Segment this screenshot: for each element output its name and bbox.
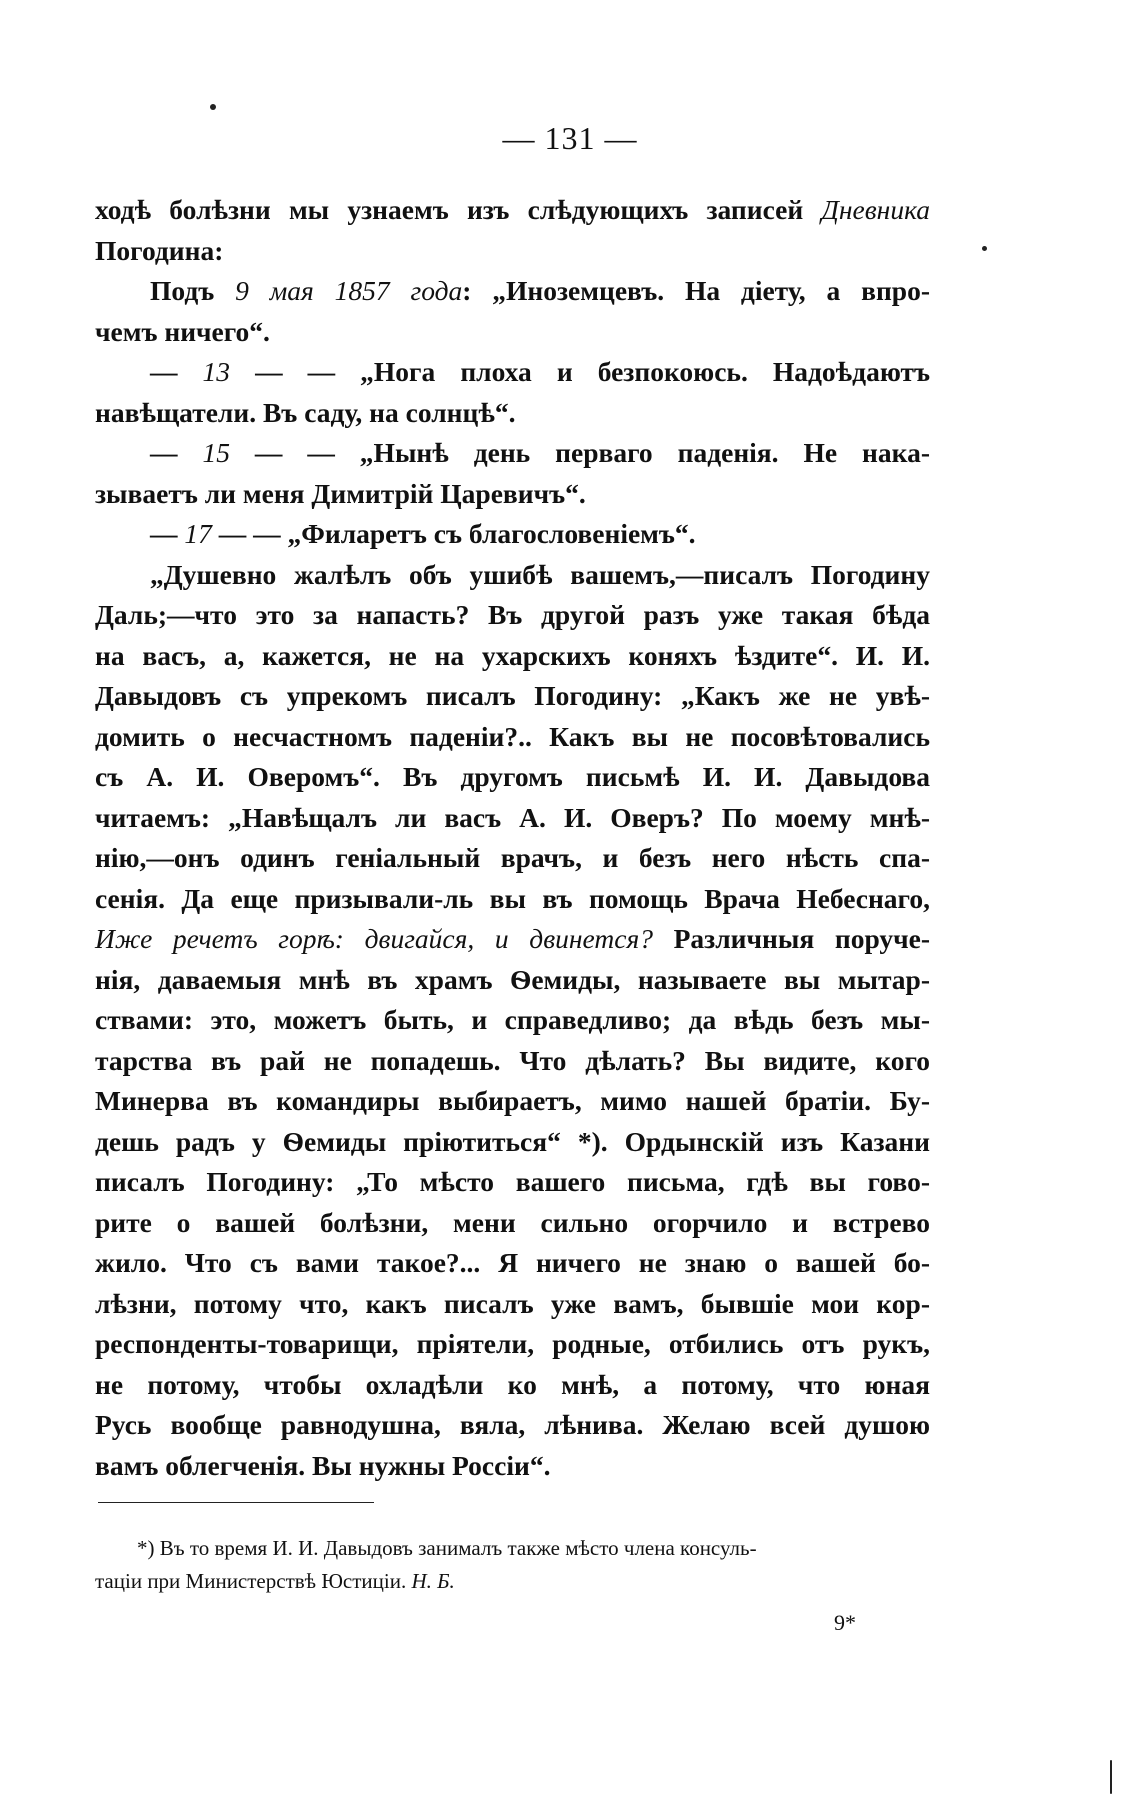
text-line bbox=[95, 271, 930, 312]
text-line: респонденты-товарищи, пріятели, родные, отбились отъ рукъ, bbox=[95, 1328, 930, 1359]
text-line: жило. Что съ вами такое?... Я ничего не знаю о вашей бо- bbox=[95, 1247, 930, 1278]
footnote bbox=[95, 1532, 930, 1598]
text-line: зываетъ ли меня Димитрій Царевичъ“. bbox=[95, 477, 586, 509]
text-line: сенія. Да еще призывали-ль вы въ помощь Врача Небеснаго, bbox=[95, 882, 930, 914]
text-run: — bbox=[150, 518, 185, 549]
footnote-line bbox=[95, 1565, 930, 1598]
page-number: — 131 — bbox=[502, 120, 638, 156]
text-run: Подъ bbox=[150, 275, 236, 306]
ink-speck bbox=[1110, 1760, 1112, 1794]
italic-run: 15 bbox=[202, 437, 230, 468]
text-line: читаемъ: „Навѣщалъ ли васъ А. И. Оверъ? По моему мнѣ- bbox=[95, 801, 930, 833]
text-run: таціи при Министерствѣ Юстиціи. bbox=[95, 1569, 412, 1593]
text-run: — — „Нога плоха и безпокоюсь. Надоѣдаютъ bbox=[230, 356, 931, 387]
text-line: Давыдовъ съ упрекомъ писалъ Погодину: „Какъ же не увѣ- bbox=[95, 680, 930, 711]
text-line: ствами: это, можетъ быть, и справедливо; да вѣдь безъ мы- bbox=[95, 1004, 930, 1035]
text-line bbox=[95, 433, 930, 474]
text-run: — — „Филаретъ съ благословеніемъ“. bbox=[211, 518, 696, 549]
footnote-divider bbox=[98, 1502, 374, 1503]
text-line: Русь вообще равнодушна, вяла, лѣнива. Желаю всей душою bbox=[95, 1409, 930, 1440]
text-line: вамъ облегченія. Вы нужны Россіи“. bbox=[95, 1449, 551, 1481]
text-run: — bbox=[150, 356, 203, 387]
text-run: : „Иноземцевъ. На діету, а впро- bbox=[462, 275, 931, 306]
text-line: писалъ Погодину: „То мѣсто вашего письма, гдѣ вы гово- bbox=[95, 1166, 930, 1197]
italic-run: 13 bbox=[202, 356, 231, 387]
text-line bbox=[95, 190, 930, 231]
text-line: чемъ ничего“. bbox=[95, 315, 270, 347]
text-line: нія, даваемыя мнѣ въ храмъ Ѳемиды, называете вы мытар- bbox=[95, 963, 930, 995]
text-run: ходѣ болѣзни мы узнаемъ изъ слѣдующихъ записей bbox=[95, 194, 822, 225]
ink-speck bbox=[982, 246, 987, 251]
italic-run: Дневника bbox=[821, 194, 930, 225]
text-line: домить о несчастномъ паденіи?.. Какъ вы не посовѣтовались bbox=[95, 720, 930, 752]
italic-run: 9 мая 1857 года bbox=[235, 275, 463, 306]
text-line: навѣщатели. Въ саду, на солнцѣ“. bbox=[95, 396, 516, 428]
text-line: рите о вашей болѣзни, мени сильно огорчило и встрево bbox=[95, 1206, 930, 1238]
text-line: дешь радъ у Ѳемиды пріютиться“ *). Ордынскій изъ Казани bbox=[95, 1125, 930, 1157]
text-line: не потому, чтобы охладѣли ко мнѣ, а потому, что юная bbox=[95, 1368, 930, 1400]
text-line bbox=[95, 514, 930, 555]
text-line bbox=[95, 919, 930, 960]
italic-run: 17 bbox=[184, 518, 212, 549]
text-line: съ А. И. Оверомъ“. Въ другомъ письмѣ И. И. Давыдова bbox=[95, 761, 930, 792]
text-line: „Душевно жалѣлъ объ ушибѣ вашемъ,—писалъ Погодину bbox=[150, 558, 930, 590]
text-line: Погодина: bbox=[95, 234, 224, 266]
footnote-line: *) Въ то время И. И. Давыдовъ занималъ также мѣсто члена консуль- bbox=[137, 1536, 757, 1560]
text-line: Минерва въ командиры выбираетъ, мимо нашей братіи. Бу- bbox=[95, 1085, 930, 1116]
ink-speck bbox=[210, 104, 216, 110]
text-line: тарства въ рай не попадешь. Что дѣлать? Вы видите, кого bbox=[95, 1044, 930, 1076]
text-line: Даль;—что это за напасть? Въ другой разъ уже такая бѣда bbox=[95, 599, 930, 630]
text-line: нію,—онъ одинъ геніальный врачъ, и безъ него нѣсть спа- bbox=[95, 842, 930, 873]
signature-mark: 9* bbox=[834, 1610, 856, 1635]
text-run: Различныя поруче- bbox=[653, 923, 930, 954]
main-text bbox=[95, 190, 930, 1486]
italic-run: Иже речетъ горѣ: двигайся, и двинется? bbox=[95, 923, 653, 954]
text-run: — — „Нынѣ день перваго паденія. Не нака- bbox=[229, 437, 930, 468]
italic-run: Н. Б. bbox=[411, 1569, 455, 1593]
text-run: — bbox=[150, 437, 203, 468]
text-line bbox=[95, 352, 930, 393]
text-line: лѣзни, потому что, какъ писалъ уже вамъ, бывшіе мои кор- bbox=[95, 1287, 930, 1319]
text-line: на васъ, а, кажется, не на ухарскихъ коняхъ ѣздите“. И. И. bbox=[95, 639, 930, 671]
